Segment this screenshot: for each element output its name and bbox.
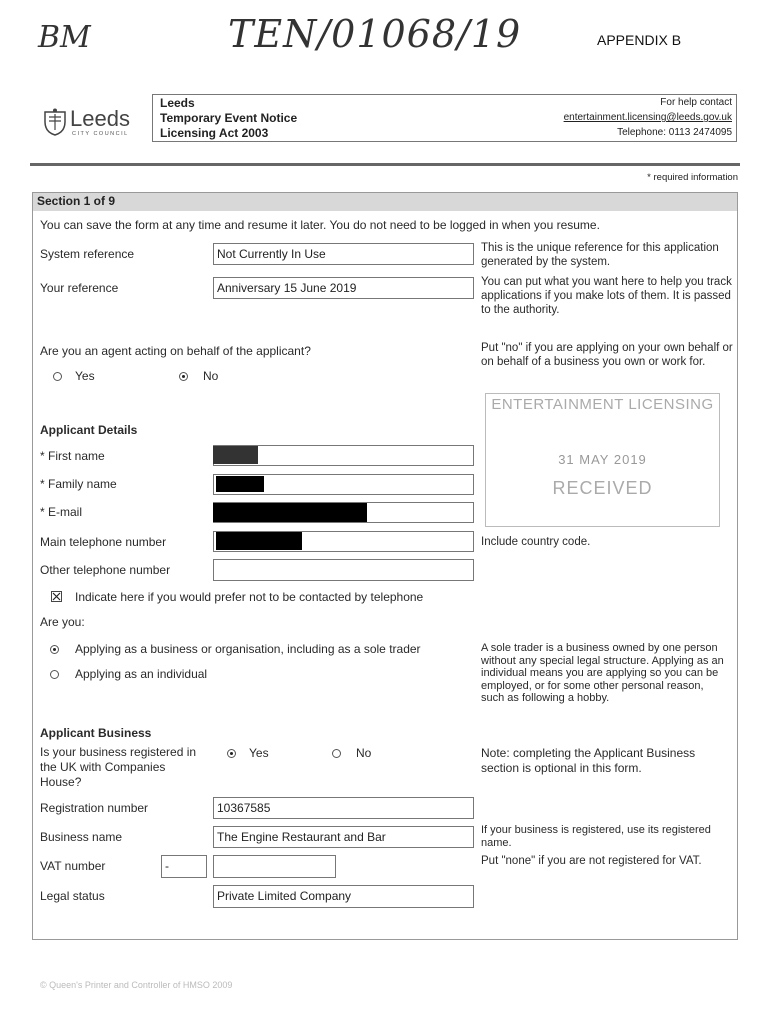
registered-yes-label: Yes (249, 746, 269, 760)
no-phone-checkbox[interactable] (51, 591, 62, 602)
reg-number-label: Registration number (40, 801, 149, 815)
business-radio[interactable] (50, 645, 59, 654)
footer-copyright: © Queen's Printer and Controller of HMSO 2009 (40, 980, 233, 990)
applicant-heading: Applicant Details (40, 423, 138, 437)
agent-no-radio[interactable] (179, 372, 188, 381)
council-name: Leeds (70, 106, 130, 131)
vat-help: Put "none" if you are not registered for VAT. (481, 855, 702, 867)
business-name-label: Business name (40, 830, 123, 844)
header-title-2: Temporary Event Notice (160, 111, 298, 125)
your-reference-help: You can put what you want here to help you track applications if you make lots of them. It is passed to the authority. (481, 276, 732, 316)
business-heading: Applicant Business (40, 726, 152, 740)
agent-help: Put "no" if you are applying on your own behalf or on behalf of a business you own or work for. (481, 342, 733, 368)
header-title-1: Leeds (160, 96, 195, 110)
legal-status-label: Legal status (40, 889, 105, 903)
business-option-label: Applying as a business or organisation, including as a sole trader (75, 642, 421, 656)
legal-status-select[interactable]: Private Limited Company (213, 885, 474, 908)
stamp-date: 31 MAY 2019 (558, 452, 647, 467)
help-label: For help contact (660, 97, 732, 108)
registered-question: Is your business registered in the UK with Companies House? (40, 745, 197, 789)
handwritten-initials: BM (38, 20, 91, 55)
first-name-label: * First name (40, 449, 105, 463)
main-phone-label: Main telephone number (40, 535, 167, 549)
vat-number-input[interactable] (213, 855, 336, 878)
help-email-link[interactable]: entertainment.licensing@leeds.gov.uk (563, 112, 732, 123)
handwritten-reference: TEN/01068/19 (228, 12, 522, 56)
system-reference-help: This is the unique reference for this application generated by the system. (481, 242, 719, 268)
section-title-bar (33, 193, 737, 211)
main-phone-redaction (216, 532, 302, 550)
your-reference-label: Your reference (40, 281, 119, 295)
council-sub: CITY COUNCIL (72, 131, 129, 137)
agent-no-label: No (203, 369, 219, 383)
other-phone-label: Other telephone number (40, 563, 171, 577)
appendix-label: APPENDIX B (597, 32, 682, 48)
other-phone-input[interactable] (213, 559, 474, 581)
main-phone-help: Include country code. (481, 536, 591, 548)
family-name-label: * Family name (40, 477, 117, 491)
agent-yes-radio[interactable] (53, 372, 62, 381)
are-you-help: A sole trader is a business owned by one person without any special legal structure. Applying as an individual means you are applying so you can be employed, or for some other personal reason, such as following a hobby. (481, 642, 724, 704)
business-name-help: If your business is registered, use its registered name. (481, 824, 711, 849)
individual-radio[interactable] (50, 670, 59, 679)
crest-icon (42, 108, 68, 136)
stamp-line1: ENTERTAINMENT LICENSING (491, 396, 714, 413)
registered-help: Note: completing the Applicant Business section is optional in this form. (481, 746, 696, 775)
business-name-input[interactable]: The Engine Restaurant and Bar (213, 826, 474, 848)
received-stamp (485, 393, 720, 527)
header-box (152, 94, 737, 142)
vat-label: VAT number (40, 859, 106, 873)
leeds-logo (42, 106, 138, 140)
section-title: Section 1 of 9 (37, 194, 116, 208)
first-name-redaction (213, 446, 258, 464)
section-intro: You can save the form at any time and resume it later. You do not need to be logged in when you resume. (40, 218, 600, 232)
header-title-3: Licensing Act 2003 (160, 126, 269, 140)
help-phone: Telephone: 0113 2474095 (617, 127, 732, 138)
stamp-line2: RECEIVED (552, 478, 653, 498)
your-reference-input[interactable]: Anniversary 15 June 2019 (213, 277, 474, 299)
email-label: * E-mail (40, 505, 83, 519)
check-x-icon (52, 592, 61, 601)
are-you-question: Are you: (40, 615, 85, 629)
individual-option-label: Applying as an individual (75, 667, 208, 681)
required-note: * required information (647, 172, 738, 183)
agent-question: Are you an agent acting on behalf of the applicant? (40, 344, 311, 358)
no-phone-label: Indicate here if you would prefer not to be contacted by telephone (75, 590, 424, 604)
registered-no-label: No (356, 746, 372, 760)
email-redaction (213, 503, 367, 522)
system-reference-label: System reference (40, 247, 135, 261)
registered-no-radio[interactable] (332, 749, 341, 758)
system-reference-input[interactable]: Not Currently In Use (213, 243, 474, 265)
registered-yes-radio[interactable] (227, 749, 236, 758)
vat-prefix-input[interactable]: - (161, 855, 207, 878)
reg-number-input[interactable]: 10367585 (213, 797, 474, 819)
family-name-redaction (216, 476, 264, 492)
agent-yes-label: Yes (75, 369, 95, 383)
header-rule (30, 163, 740, 166)
